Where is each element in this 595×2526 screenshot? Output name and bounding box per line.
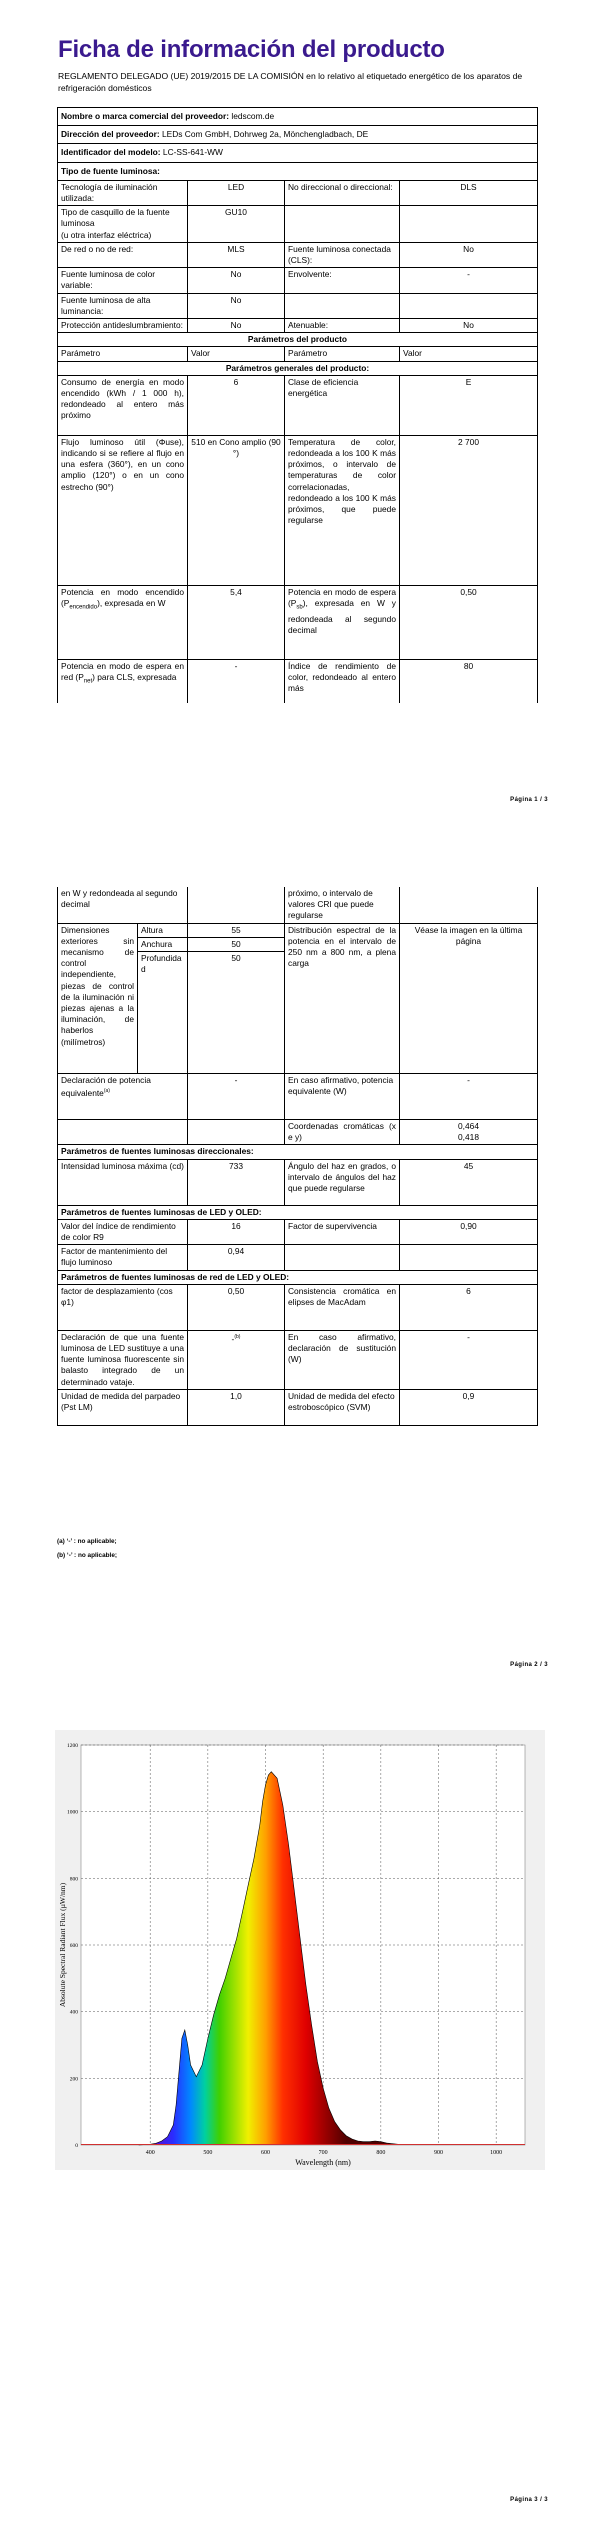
chromaticity-value — [400, 1120, 538, 1145]
x-tick-label: 500 — [203, 2150, 213, 2156]
color-consistency-label: Consistencia cromática en elipses de MacAdam — [285, 1284, 400, 1330]
energy-consumption-label: Consumo de energía en modo encendido (kWh / 1 000 h), redondeado al entero más próximo — [58, 375, 188, 435]
led-header — [58, 1205, 538, 1219]
width-label: Anchura — [138, 937, 188, 951]
energy-consumption-value: 6 — [188, 375, 285, 435]
source-row-technology — [58, 180, 538, 205]
spectral-distribution-value: Véase la imagen en la última página — [400, 923, 538, 1073]
document-title: Ficha de información del producto — [58, 36, 445, 63]
page-number-2: Página 2 / 3 — [510, 1662, 548, 1668]
envelope-label: Envolvente: — [285, 268, 400, 293]
chromaticity-label: Coordenadas cromáticas (x e y) — [285, 1120, 400, 1145]
stroboscopic-label: Unidad de medida del efecto estroboscópico (SVM) — [285, 1389, 400, 1425]
fluorescent-replacement-row — [58, 1330, 538, 1389]
fluorescent-replacement-value: -$^{(b)}$ — [188, 1330, 285, 1389]
cap-type-label: Tipo de casquillo de la fuente luminosa — [61, 207, 170, 229]
anti-glare-label: Protección antideslumbramiento: — [58, 319, 188, 333]
source-type-header — [58, 162, 538, 180]
flux-row — [58, 435, 538, 585]
product-info-table — [57, 107, 538, 703]
r9-row — [58, 1219, 538, 1244]
flicker-row — [58, 1389, 538, 1425]
x-axis-label: Wavelength (nm) — [295, 2158, 351, 2167]
high-luminance-label: Fuente luminosa de alta luminancia: — [58, 293, 188, 318]
y-tick-label: 800 — [69, 1876, 78, 1883]
power-row — [58, 585, 538, 659]
spectral-chart-svg — [55, 1730, 545, 2170]
cap-type-label-note: (u otra interfaz eléctrica) — [61, 229, 152, 240]
page-1 — [0, 0, 595, 820]
col-value-2: Valor — [400, 347, 538, 361]
col-value-1: Valor — [188, 347, 285, 361]
source-row-high-luminance — [58, 293, 538, 318]
dimensions-label: Dimensiones exteriores sin mecanismo de control independiente, piezas de control de la iluminación ni piezas ajenas a la iluminación, de haberlos (milímetros) — [58, 923, 138, 1073]
page-number-3: Página 3 / 3 — [510, 2497, 548, 2503]
peak-intensity-value: 733 — [188, 1159, 285, 1205]
dimmable-label: Atenuable: — [285, 319, 400, 333]
peak-intensity-row — [58, 1159, 538, 1205]
replacement-claim-value: - — [400, 1330, 538, 1389]
x-tick-label: 400 — [145, 2150, 155, 2156]
supplier-name-label: Nombre o marca comercial del proveedor: — [61, 111, 230, 121]
cap-empty-value — [400, 206, 538, 243]
standby-power-value: 0,50 — [400, 585, 538, 659]
technology-label: Tecnología de iluminación utilizada: — [58, 180, 188, 205]
survival-factor-label: Factor de supervivencia — [285, 1219, 400, 1244]
directional-title: Parámetros de fuentes luminosas direccionales: — [58, 1145, 538, 1159]
cri-label: Índice de rendimiento de color, redondeado al entero más — [285, 659, 400, 703]
chromaticity-x: 0,464 — [458, 1121, 479, 1132]
x-tick-label: 800 — [376, 2150, 386, 2156]
supplier-name: ledscom.de — [231, 111, 275, 121]
network-standby-label: Potencia en modo de espera en red $(P_{net})$ para CLS, expresada — [58, 659, 188, 703]
r9-label: Valor del índice de rendimiento de color R9 — [58, 1219, 188, 1244]
technology-value: LED — [188, 180, 285, 205]
product-info-table-cont — [57, 887, 538, 1426]
network-standby-row-part2 — [58, 887, 538, 923]
x-tick-label: 1000 — [490, 2150, 503, 2156]
supplier-address-row — [58, 126, 538, 144]
displacement-factor-value: 0,50 — [188, 1284, 285, 1330]
col-param-1: Parámetro — [58, 347, 188, 361]
y-tick-label: 1000 — [67, 1809, 78, 1816]
mains-label: De red o no de red: — [58, 242, 188, 267]
cap-empty-label — [285, 206, 400, 243]
displacement-row — [58, 1284, 538, 1330]
directional-value: DLS — [400, 180, 538, 205]
height-value: 55 — [188, 923, 285, 937]
network-standby-row-part1 — [58, 659, 538, 703]
color-tunable-value: No — [188, 268, 285, 293]
source-row-color-tunable — [58, 268, 538, 293]
mains-led-header — [58, 1270, 538, 1284]
envelope-value: - — [400, 268, 538, 293]
dimensions-row-height — [58, 923, 538, 937]
supplier-name-row — [58, 108, 538, 126]
product-params-header — [58, 333, 538, 347]
x-tick-label: 900 — [434, 2150, 444, 2156]
displacement-factor-label: factor de desplazamiento (cos φ1) — [58, 1284, 188, 1330]
network-standby-value: - — [188, 659, 285, 703]
color-tunable-label: Fuente luminosa de color variable: — [58, 268, 188, 293]
peak-intensity-label: Intensidad luminosa máxima (cd) — [58, 1159, 188, 1205]
useful-flux-label: Flujo luminoso útil (Φuse), indicando si se refiere al flujo en una esfera (360°), en un cono amplio (120°) o en un cono estrecho (90°) — [58, 435, 188, 585]
source-row-mains — [58, 242, 538, 267]
mains-value: MLS — [188, 242, 285, 267]
x-tick-label: 700 — [318, 2150, 328, 2156]
x-tick-label: 600 — [261, 2150, 271, 2156]
color-consistency-value: 6 — [400, 1284, 538, 1330]
source-type-title: Tipo de fuente luminosa: — [58, 162, 538, 180]
supplier-address-label: Dirección del proveedor: — [61, 129, 160, 140]
source-row-anti-glare — [58, 319, 538, 333]
useful-flux-value: 510 en Cono amplio (90 °) — [188, 435, 285, 585]
regulation-subtitle: REGLAMENTO DELEGADO (UE) 2019/2015 DE LA COMISIÓN en lo relativo al etiquetado energético de los aparatos de refrigeración domésticos — [58, 71, 523, 93]
supplier-address: LEDs Com GmbH, Dohrweg 2a, Mönchengladbach, DE — [162, 129, 369, 140]
source-row-cap — [58, 206, 538, 243]
equivalent-power-decl-value: - — [188, 1074, 285, 1120]
maintenance-row — [58, 1245, 538, 1270]
model-id-label: Identificador del modelo: — [61, 147, 161, 158]
connected-label: Fuente luminosa conectada (CLS): — [285, 242, 400, 267]
energy-row — [58, 375, 538, 435]
energy-class-value: E — [400, 375, 538, 435]
on-mode-power-value: 5,4 — [188, 585, 285, 659]
product-params-title: Parámetros del producto — [58, 333, 538, 347]
color-temperature-label: Temperatura de color, redondeada a los 100 K más próximos, o intervalo de temperaturas de color correlacionadas, redondeado a los 100 K más próximos, que puede regularse — [285, 435, 400, 585]
model-id-row — [58, 144, 538, 162]
r9-value: 16 — [188, 1219, 285, 1244]
y-tick-label: 1200 — [67, 1743, 78, 1749]
energy-class-label: Clase de eficiencia energética — [285, 375, 400, 435]
chromaticity-row — [58, 1120, 538, 1145]
replacement-claim-label: En caso afirmativo, declaración de sustitución (W) — [285, 1330, 400, 1389]
height-label: Altura — [138, 923, 188, 937]
connected-value: No — [400, 242, 538, 267]
width-value: 50 — [188, 937, 285, 951]
beam-angle-value: 45 — [400, 1159, 538, 1205]
col-param-2: Parámetro — [285, 347, 400, 361]
depth-value: 50 — [188, 952, 285, 1074]
general-params-header — [58, 361, 538, 375]
y-tick-label: 200 — [69, 2076, 78, 2083]
page-number-1: Página 1 / 3 — [510, 797, 548, 803]
cri-label-cont: próximo, o intervalo de valores CRI que puede regularse — [285, 887, 400, 923]
y-tick-label: 400 — [69, 2009, 78, 2016]
survival-factor-value: 0,90 — [400, 1219, 538, 1244]
equivalent-power-row — [58, 1074, 538, 1120]
page-3 — [0, 1700, 595, 2526]
chromaticity-y: 0,418 — [458, 1132, 479, 1143]
spectral-chart — [55, 1730, 545, 2170]
directional-label: No direccional o direccional: — [285, 180, 400, 205]
spectral-distribution-label: Distribución espectral de la potencia en el intervalo de 250 nm a 800 nm, a plena carga — [285, 923, 400, 1073]
y-tick-label: 600 — [69, 1943, 78, 1949]
anti-glare-value: No — [188, 319, 285, 333]
footnote-a: (a) ‘-’ : no aplicable; — [57, 1538, 117, 1545]
equivalent-power-w-label: En caso afirmativo, potencia equivalente (W) — [285, 1074, 400, 1120]
high-luminance-value: No — [188, 293, 285, 318]
cap-type-value: GU10 — [188, 206, 285, 243]
page-2 — [0, 875, 595, 1695]
model-id: LC-SS-641-WW — [162, 147, 223, 158]
y-axis-label: Absolute Spectral Radiant Flux (µW/nm) — [58, 1882, 67, 2008]
cri-value: 80 — [400, 659, 538, 703]
footnotes — [57, 1535, 117, 1563]
stroboscopic-value: 0,9 — [400, 1389, 538, 1425]
equivalent-power-w-value: - — [400, 1074, 538, 1120]
network-standby-label-cont: en W y redondeada al segundo decimal — [58, 887, 188, 923]
flicker-label: Unidad de medida del parpadeo (Pst LM) — [58, 1389, 188, 1425]
general-params-title: Parámetros generales del producto: — [58, 361, 538, 375]
beam-angle-label: Ángulo del haz en grados, o intervalo de ángulos del haz que puede regularse — [285, 1159, 400, 1205]
color-temperature-value: 2 700 — [400, 435, 538, 585]
dimmable-value: No — [400, 319, 538, 333]
standby-power-label: Potencia en modo de espera $(P_{sb})$, expresada en W y redondeada al segundo decimal — [285, 585, 400, 659]
equivalent-power-label: Declaración de potencia equivalente$^{(a)}$ — [58, 1074, 188, 1120]
maintenance-factor-value: 0,94 — [188, 1245, 285, 1270]
directional-header — [58, 1145, 538, 1159]
on-mode-power-label: Potencia en modo encendido $(P_{encendido})$, expresada en W — [58, 585, 188, 659]
column-header-row — [58, 347, 538, 361]
mains-led-title: Parámetros de fuentes luminosas de red de LED y OLED: — [58, 1270, 538, 1284]
depth-label: Profundidad — [138, 952, 188, 1074]
y-tick-label: 0 — [75, 2143, 78, 2149]
fluorescent-replacement-label: Declaración de que una fuente luminosa de LED sustituye a una fuente luminosa fluorescente sin balasto integrado de un determinado vataje. — [58, 1330, 188, 1389]
footnote-b: (b) ‘-’ : no aplicable; — [57, 1552, 118, 1559]
maintenance-factor-label: Factor de mantenimiento del flujo luminoso — [58, 1245, 188, 1270]
led-title: Parámetros de fuentes luminosas de LED y OLED: — [58, 1205, 538, 1219]
flicker-value: 1,0 — [188, 1389, 285, 1425]
